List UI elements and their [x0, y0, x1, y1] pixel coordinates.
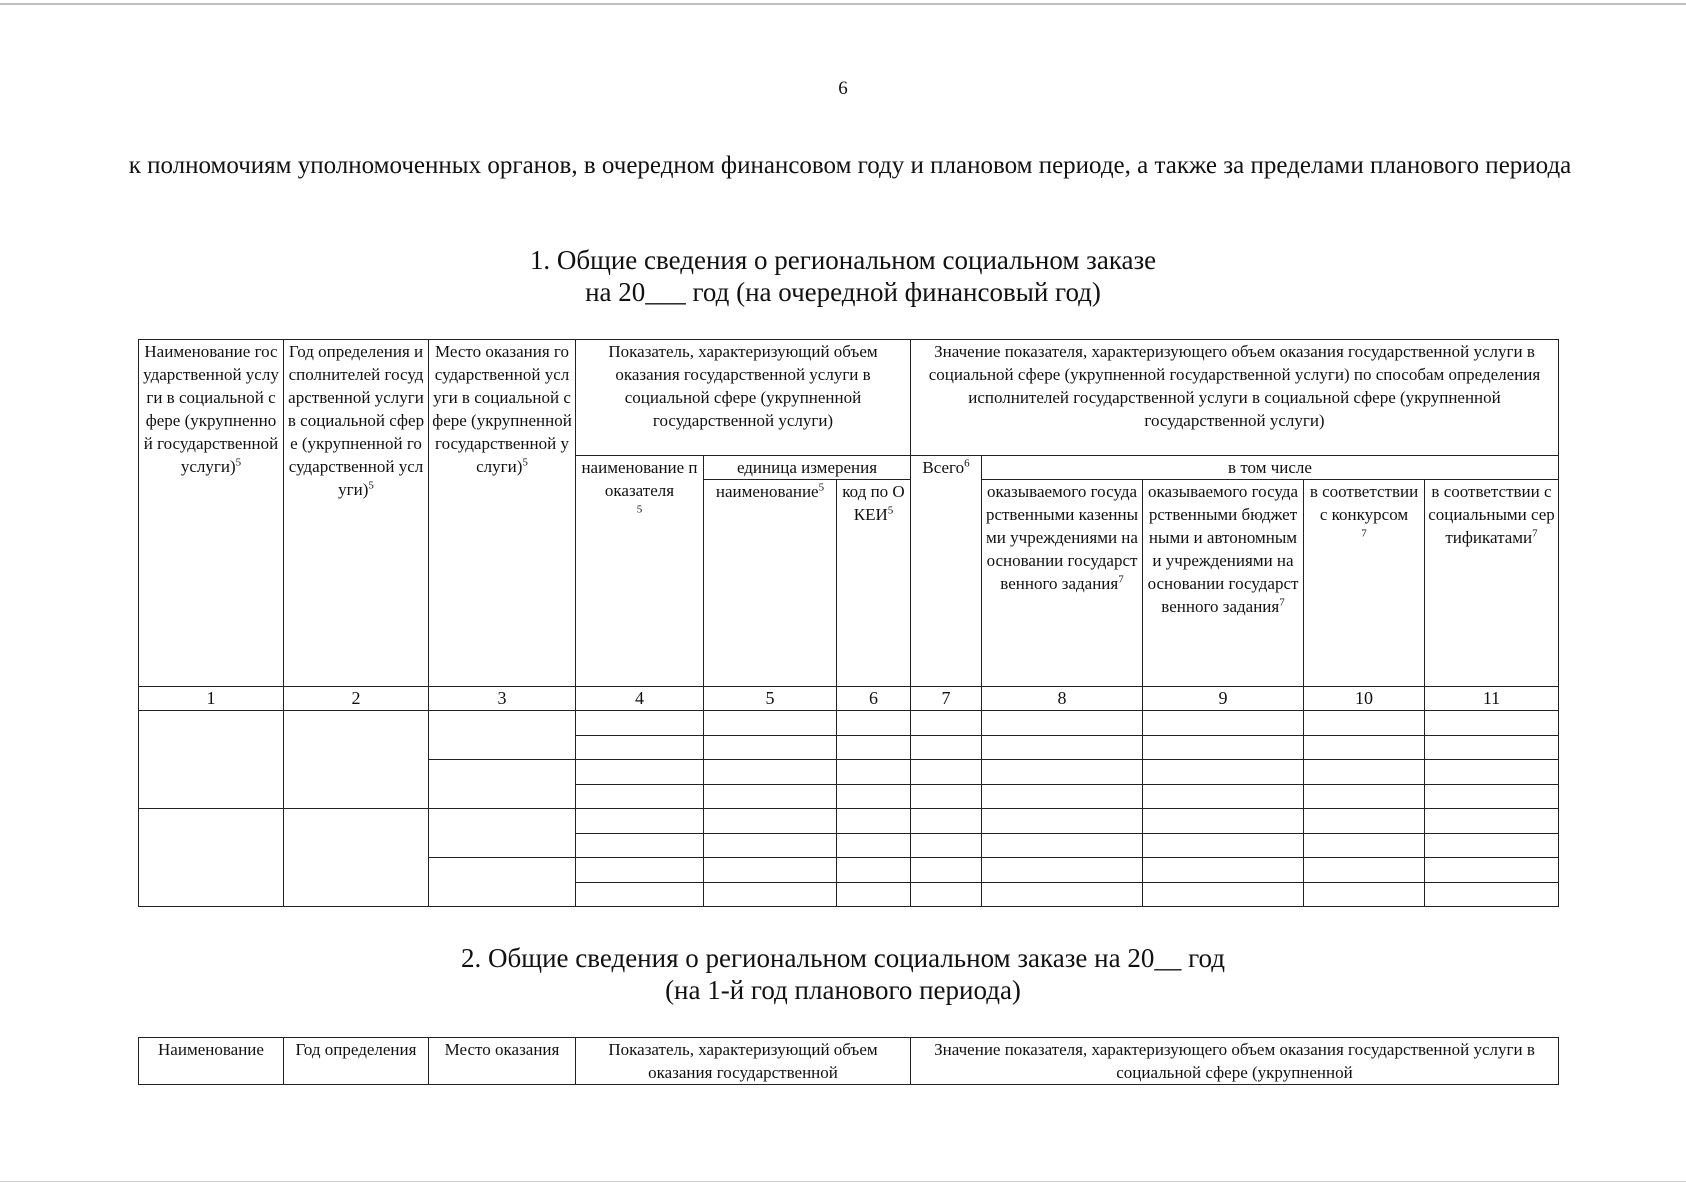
header-including: в том числе [982, 456, 1559, 480]
column-number: 1 [139, 687, 284, 711]
empty-cell[interactable] [704, 809, 837, 834]
empty-cell[interactable] [982, 711, 1143, 736]
empty-cell[interactable] [982, 784, 1143, 809]
empty-cell[interactable] [1425, 784, 1559, 809]
column-number: 6 [837, 687, 911, 711]
empty-cell[interactable] [982, 760, 1143, 785]
scan-edge-top [0, 3, 1686, 5]
empty-cell[interactable] [837, 833, 911, 858]
table2-header-value-group: Значение показателя, характеризующего объем оказания государственной услуги в социальной сфере (укрупненной [911, 1038, 1559, 1085]
empty-cell[interactable] [1425, 858, 1559, 883]
section1-title-line2: на 20___ год (на очередной финансовый год) [585, 277, 1101, 307]
empty-cell[interactable] [704, 882, 837, 907]
column-number: 2 [284, 687, 429, 711]
empty-cell[interactable] [837, 784, 911, 809]
empty-cell[interactable] [1425, 711, 1559, 736]
column-number: 7 [911, 687, 982, 711]
empty-cell[interactable] [1143, 809, 1304, 834]
header-unit-group: единица измерения [704, 456, 911, 480]
empty-cell[interactable] [982, 858, 1143, 883]
empty-cell[interactable] [1425, 735, 1559, 760]
section1-title [0, 244, 1686, 308]
header-col7: Всего$^6$ [911, 456, 982, 687]
header-col3: Место оказания государственной услуги в социальной сфере (укрупненной государственной услуги)$^5$ [429, 340, 576, 687]
empty-cell[interactable] [837, 735, 911, 760]
empty-cell[interactable] [911, 711, 982, 736]
empty-cell[interactable] [284, 711, 429, 809]
scan-edge-bottom [0, 1181, 1686, 1182]
column-number: 3 [429, 687, 576, 711]
empty-cell[interactable] [982, 882, 1143, 907]
empty-cell[interactable] [911, 735, 982, 760]
empty-cell[interactable] [911, 882, 982, 907]
table-row [139, 711, 1559, 736]
header-col11: в соответствии с социальными сертификатами$^7$ [1425, 480, 1559, 687]
empty-cell[interactable] [1304, 735, 1425, 760]
empty-cell[interactable] [704, 735, 837, 760]
empty-cell[interactable] [1143, 735, 1304, 760]
section2-title [0, 942, 1686, 1006]
header-col10: в соответствии с конкурсом $^7$ [1304, 480, 1425, 687]
empty-cell[interactable] [576, 833, 704, 858]
empty-cell[interactable] [576, 858, 704, 883]
empty-cell[interactable] [576, 760, 704, 785]
section2-title-line2: (на 1-й год планового периода) [665, 975, 1021, 1005]
table-row [139, 809, 1559, 834]
empty-cell[interactable] [1304, 858, 1425, 883]
empty-cell[interactable] [982, 735, 1143, 760]
empty-cell[interactable] [837, 711, 911, 736]
column-number: 11 [1425, 687, 1559, 711]
header-col5: наименование$^5$ [704, 480, 837, 687]
page-number: 6 [838, 78, 848, 99]
empty-cell[interactable] [1143, 858, 1304, 883]
empty-cell[interactable] [982, 809, 1143, 834]
header-col9: оказываемого государственными бюджетными и автономными учреждениями на основании государственного задания$^7$ [1143, 480, 1304, 687]
empty-cell[interactable] [429, 858, 576, 907]
empty-cell[interactable] [1304, 760, 1425, 785]
empty-cell[interactable] [911, 858, 982, 883]
table2-header-col1: Наименование [139, 1038, 284, 1085]
empty-cell[interactable] [911, 760, 982, 785]
empty-cell[interactable] [1143, 784, 1304, 809]
empty-cell[interactable] [911, 833, 982, 858]
empty-cell[interactable] [704, 858, 837, 883]
empty-cell[interactable] [1425, 833, 1559, 858]
empty-cell[interactable] [139, 809, 284, 907]
empty-cell[interactable] [576, 809, 704, 834]
header-col8: оказываемого государственными казенными учреждениями на основании государственного задания$^7$ [982, 480, 1143, 687]
empty-cell[interactable] [1304, 711, 1425, 736]
empty-cell[interactable] [982, 833, 1143, 858]
empty-cell[interactable] [576, 711, 704, 736]
header-col4: наименование показателя $^5$ [576, 456, 704, 687]
column-number-row [139, 687, 1559, 711]
empty-cell[interactable] [429, 760, 576, 809]
header-value-group: Значение показателя, характеризующего объем оказания государственной услуги в социальной сфере (укрупненной государственной услуги) по способам определения исполнителей государственной услуги в социальной сфере (укрупненной государственной услуги) [911, 340, 1559, 456]
section1-title-line1: 1. Общие сведения о региональном социальном заказе [529, 245, 1157, 275]
empty-cell[interactable] [1425, 809, 1559, 834]
header-col2: Год определения исполнителей государственной услуги в социальной сфере (укрупненной государственной услуги)$^5$ [284, 340, 429, 687]
empty-cell[interactable] [1304, 833, 1425, 858]
empty-cell[interactable] [1143, 760, 1304, 785]
column-number: 8 [982, 687, 1143, 711]
empty-cell[interactable] [429, 809, 576, 858]
header-col6: код по ОКЕИ$^5$ [837, 480, 911, 687]
empty-cell[interactable] [1143, 833, 1304, 858]
empty-cell[interactable] [837, 760, 911, 785]
empty-cell[interactable] [911, 784, 982, 809]
table2-header-indicator-group: Показатель, характеризующий объем оказания государственной [576, 1038, 911, 1085]
header-indicator-group: Показатель, характеризующий объем оказания государственной услуги в социальной сфере (укрупненной государственной услуги) [576, 340, 911, 456]
empty-cell[interactable] [704, 833, 837, 858]
table2-header-col3: Место оказания [429, 1038, 576, 1085]
empty-cell[interactable] [704, 711, 837, 736]
empty-cell[interactable] [1425, 882, 1559, 907]
empty-cell[interactable] [837, 882, 911, 907]
empty-cell[interactable] [576, 735, 704, 760]
empty-cell[interactable] [1304, 882, 1425, 907]
empty-cell[interactable] [837, 809, 911, 834]
empty-cell[interactable] [1304, 784, 1425, 809]
column-number: 10 [1304, 687, 1425, 711]
empty-cell[interactable] [837, 858, 911, 883]
column-number: 5 [704, 687, 837, 711]
empty-cell[interactable] [704, 784, 837, 809]
column-number: 4 [576, 687, 704, 711]
empty-cell[interactable] [1143, 882, 1304, 907]
empty-cell[interactable] [576, 882, 704, 907]
column-number: 9 [1143, 687, 1304, 711]
section2-title-line1: 2. Общие сведения о региональном социальном заказе на 20__ год [461, 943, 1225, 973]
empty-cell[interactable] [576, 784, 704, 809]
empty-cell[interactable] [1143, 711, 1304, 736]
social-order-table-1 [138, 339, 1559, 907]
empty-cell[interactable] [1304, 809, 1425, 834]
empty-cell[interactable] [911, 809, 982, 834]
empty-cell[interactable] [284, 809, 429, 907]
table2-header-col2: Год определения [284, 1038, 429, 1085]
header-col1: Наименование государственной услуги в социальной сфере (укрупненной государственной услуги)$^5$ [139, 340, 284, 687]
empty-cell[interactable] [429, 711, 576, 760]
intro-text: к полномочиям уполномоченных органов, в очередном финансовом году и плановом периоде, а также за пределами планового периода [128, 152, 1572, 179]
empty-cell[interactable] [139, 711, 284, 809]
social-order-table-2 [138, 1037, 1559, 1085]
empty-cell[interactable] [704, 760, 837, 785]
empty-cell[interactable] [1425, 760, 1559, 785]
